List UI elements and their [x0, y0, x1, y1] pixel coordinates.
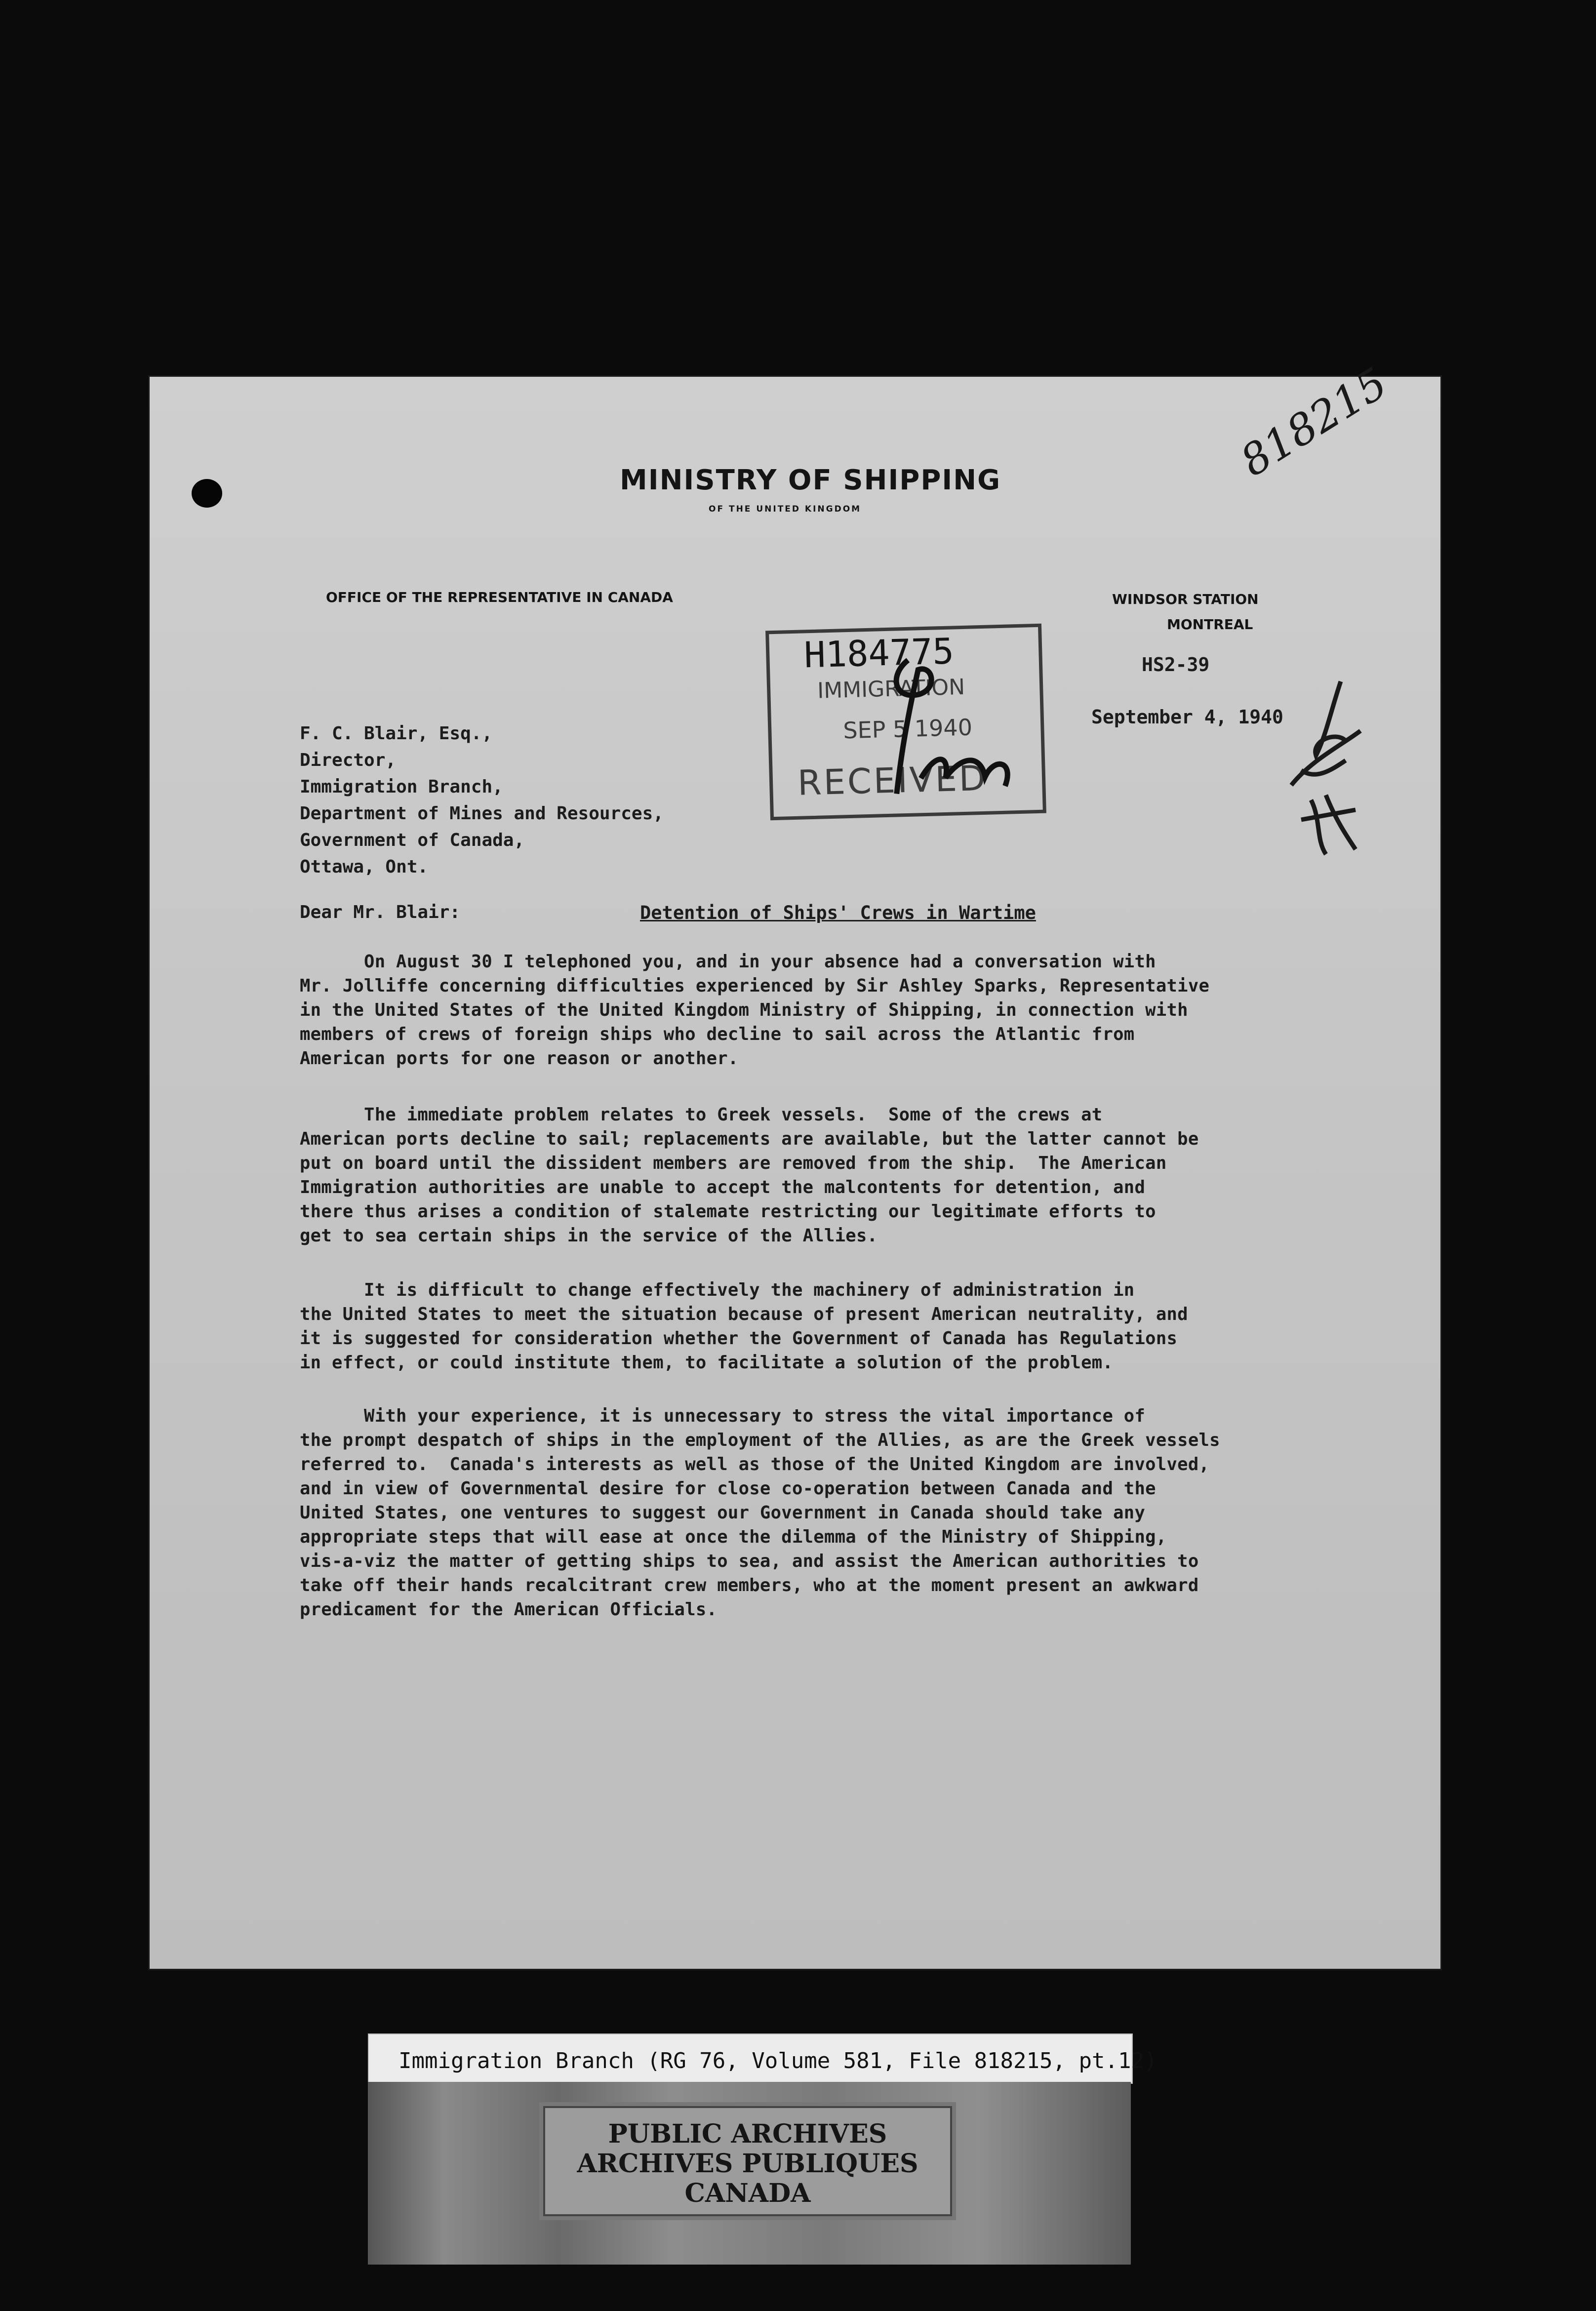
stamp-date: SEP 5 1940: [842, 714, 973, 744]
letter-date: September 4, 1940: [1091, 706, 1283, 728]
archive-label: [543, 2106, 952, 2216]
body-line: in the United States of the United Kingdom Ministry of Shipping, in connection with: [300, 1000, 1188, 1020]
body-line: American ports decline to sail; replacements are available, but the latter cannot be: [300, 1129, 1199, 1149]
body-line: members of crews of foreign ships who decline to sail across the Atlantic from: [300, 1024, 1135, 1044]
body-line: It is difficult to change effectively the machinery of administration in: [300, 1280, 1135, 1300]
body-line: Immigration authorities are unable to accept the malcontents for detention, and: [300, 1177, 1146, 1197]
body-line: With your experience, it is unnecessary to stress the vital importance of: [300, 1406, 1146, 1426]
handwritten-initials: [1281, 672, 1380, 869]
body-line: take off their hands recalcitrant crew members, who at the moment present an awkward: [300, 1575, 1199, 1595]
recipient-line: Government of Canada,: [300, 830, 525, 850]
body-line: referred to. Canada's interests as well as those of the United Kingdom are involved,: [300, 1454, 1210, 1474]
location-line-2: MONTREAL: [1167, 616, 1253, 633]
body-line: vis-a-viz the matter of getting ships to sea, and assist the American authorities to: [300, 1551, 1199, 1571]
body-line: there thus arises a condition of stalemate restricting our legitimate efforts to: [300, 1201, 1156, 1222]
body-line: On August 30 I telephoned you, and in your absence had a conversation with: [300, 952, 1156, 972]
archive-label-line: ARCHIVES PUBLIQUES: [577, 2149, 918, 2179]
recipient-line: Immigration Branch,: [300, 777, 503, 797]
caption-text: Immigration Branch (RG 76, Volume 581, File 818215, pt.12): [399, 2048, 1157, 2073]
recipient-line: Director,: [300, 750, 397, 770]
stamp-status: RECEIVED: [797, 757, 988, 803]
office-line: OFFICE OF THE REPRESENTATIVE IN CANADA: [326, 589, 673, 605]
archive-label-line: PUBLIC ARCHIVES: [608, 2119, 887, 2149]
recipient-line: F. C. Blair, Esq.,: [300, 723, 493, 744]
body-line: the prompt despatch of ships in the employment of the Allies, as are the Greek vessels: [300, 1430, 1220, 1450]
stamp-number: H184775: [803, 630, 955, 676]
stamp-handwriting: [769, 627, 1042, 817]
letterhead-title: MINISTRY OF SHIPPING: [620, 464, 1001, 496]
body-line: Mr. Jolliffe concerning difficulties experienced by Sir Ashley Sparks, Representative: [300, 976, 1210, 996]
reference-number: HS2-39: [1142, 654, 1210, 676]
body-line: American ports for one reason or another.: [300, 1048, 739, 1069]
body-line: in effect, or could institute them, to facilitate a solution of the problem.: [300, 1353, 1114, 1373]
body-line: appropriate steps that will ease at once the dilemma of the Ministry of Shipping,: [300, 1527, 1167, 1547]
body-line: the United States to meet the situation because of present American neutrality, and: [300, 1304, 1188, 1324]
body-line: predicament for the American Officials.: [300, 1599, 718, 1620]
letterhead-subtitle: OF THE UNITED KINGDOM: [709, 504, 862, 514]
recipient-line: Ottawa, Ont.: [300, 857, 429, 877]
body-line: put on board until the dissident members are removed from the ship. The American: [300, 1153, 1167, 1173]
body-line: and in view of Governmental desire for close co-operation between Canada and the: [300, 1478, 1156, 1499]
location-line-1: WINDSOR STATION: [1112, 591, 1259, 607]
body-line: United States, one ventures to suggest our Government in Canada should take any: [300, 1503, 1146, 1523]
body-line: The immediate problem relates to Greek vessels. Some of the crews at: [300, 1105, 1103, 1125]
body-line: get to sea certain ships in the service of the Allies.: [300, 1226, 878, 1246]
recipient-line: Department of Mines and Resources,: [300, 803, 664, 824]
subject-line: Detention of Ships' Crews in Wartime: [640, 902, 1036, 923]
handwritten-file-number: 818215: [1232, 359, 1396, 486]
received-stamp: [765, 624, 1046, 821]
body-line: it is suggested for consideration whether the Government of Canada has Regulations: [300, 1328, 1178, 1349]
stamp-department: IMMIGRATION: [817, 674, 965, 704]
salutation: Dear Mr. Blair:: [300, 902, 461, 922]
archive-caption: [368, 2033, 1157, 2084]
punch-hole: [192, 479, 222, 508]
archive-label-line: CANADA: [684, 2178, 811, 2208]
